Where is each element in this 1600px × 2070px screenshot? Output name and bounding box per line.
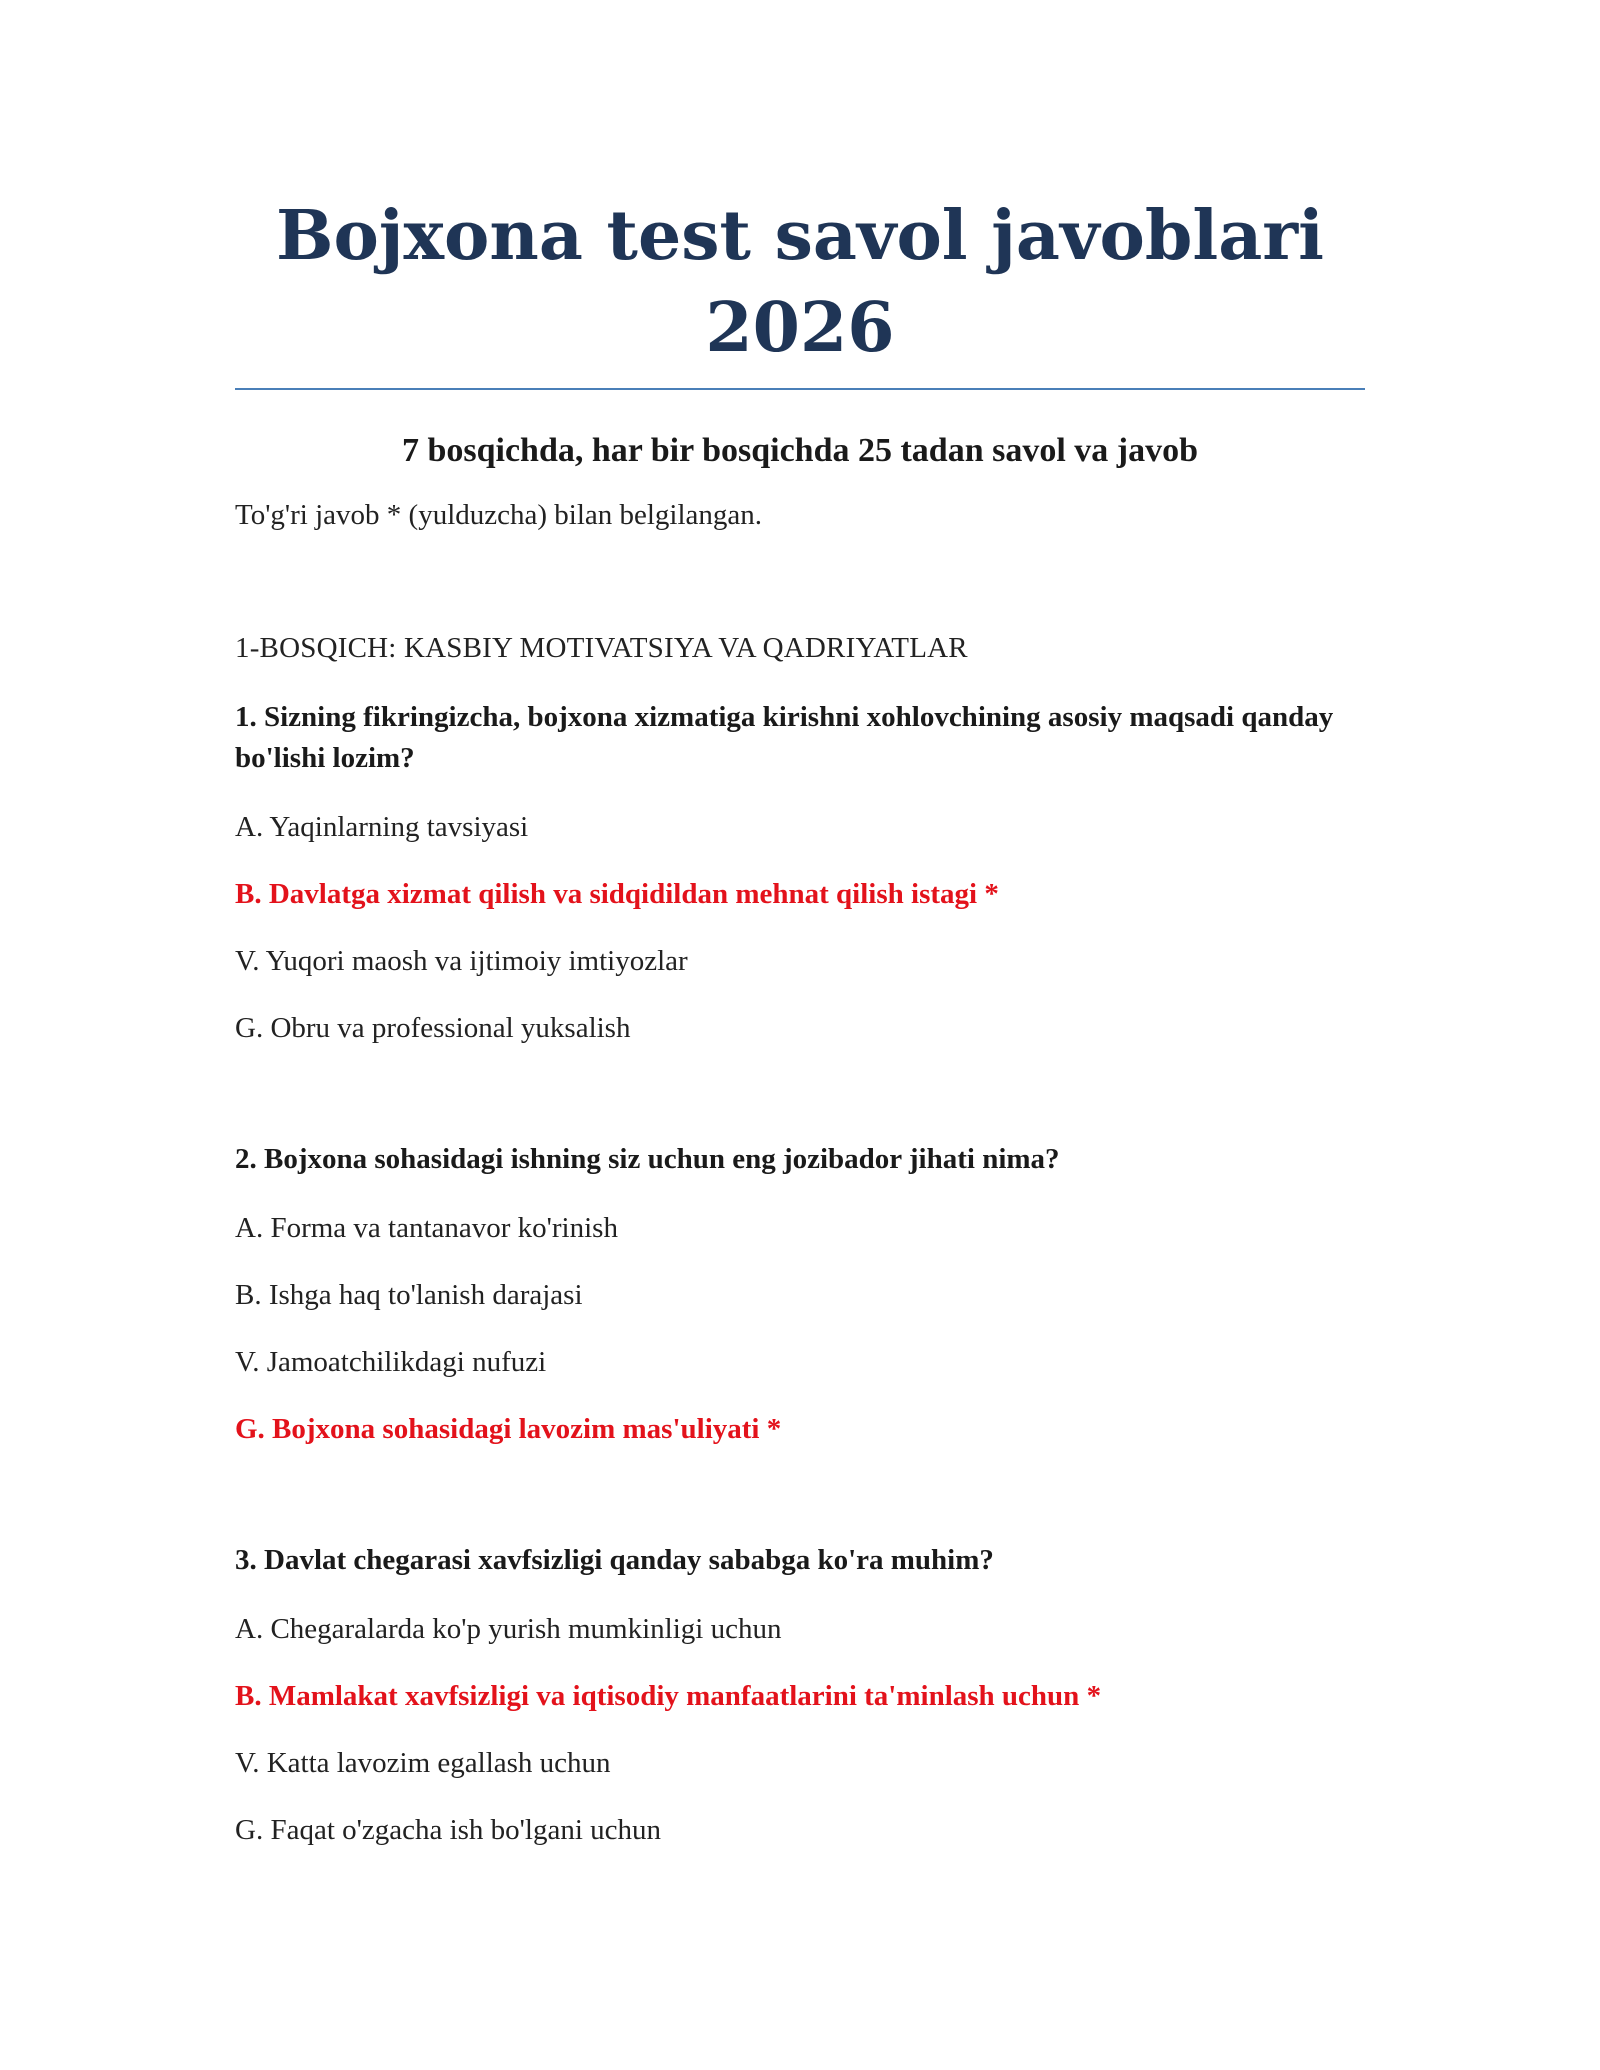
answer-option-b: B. Ishga haq to'lanish darajasi [235, 1279, 583, 1311]
answer-option-b-correct: B. Mamlakat xavfsizligi va iqtisodiy manfaatlarini ta'minlash uchun * [235, 1680, 1102, 1712]
title-line-2: 2026 [705, 288, 895, 368]
question-text: 3. Davlat chegarasi xavfsizligi qanday sababga ko'ra muhim? [235, 1544, 994, 1576]
section-heading: 1-BOSQICH: KASBIY MOTIVATSIYA VA QADRIYATLAR [235, 632, 968, 664]
answer-option-a: A. Yaqinlarning tavsiyasi [235, 811, 529, 843]
question-2 [235, 1139, 1365, 1448]
answer-option-a: A. Chegaralarda ko'p yurish mumkinligi uchun [235, 1613, 782, 1645]
answer-option-v: V. Yuqori maosh va ijtimoiy imtiyozlar [235, 945, 688, 977]
answer-option-g: G. Faqat o'zgacha ish bo'lgani uchun [235, 1814, 662, 1846]
answer-option-v: V. Jamoatchilikdagi nufuzi [235, 1346, 547, 1378]
question-3 [235, 1540, 1365, 1849]
document-title [235, 0, 1365, 374]
answer-key-note: To'g'ri javob * (yulduzcha) bilan belgilangan. [235, 499, 763, 531]
question-text: 2. Bojxona sohasidagi ishning siz uchun eng jozibador jihati nima? [235, 1143, 1060, 1175]
answer-option-a: A. Forma va tantanavor ko'rinish [235, 1212, 618, 1244]
answer-option-v: V. Katta lavozim egallash uchun [235, 1747, 611, 1779]
question-text: 1. Sizning fikringizcha, bojxona xizmatiga kirishni xohlovchining asosiy maqsadi qanday bo'lishi lozim? [235, 701, 1334, 774]
document-subtitle: 7 bosqichda, har bir bosqichda 25 tadan savol va javob [401, 432, 1199, 469]
answer-option-g: G. Obru va professional yuksalish [235, 1012, 631, 1044]
document-page [235, 0, 1365, 1849]
question-1 [235, 697, 1365, 1047]
title-line-1: Bojxona test savol javoblari [276, 196, 1324, 276]
answer-option-b-correct: B. Davlatga xizmat qilish va sidqidildan mehnat qilish istagi * [235, 878, 999, 910]
answer-option-g-correct: G. Bojxona sohasidagi lavozim mas'uliyati * [235, 1413, 782, 1445]
title-divider [235, 388, 1365, 390]
